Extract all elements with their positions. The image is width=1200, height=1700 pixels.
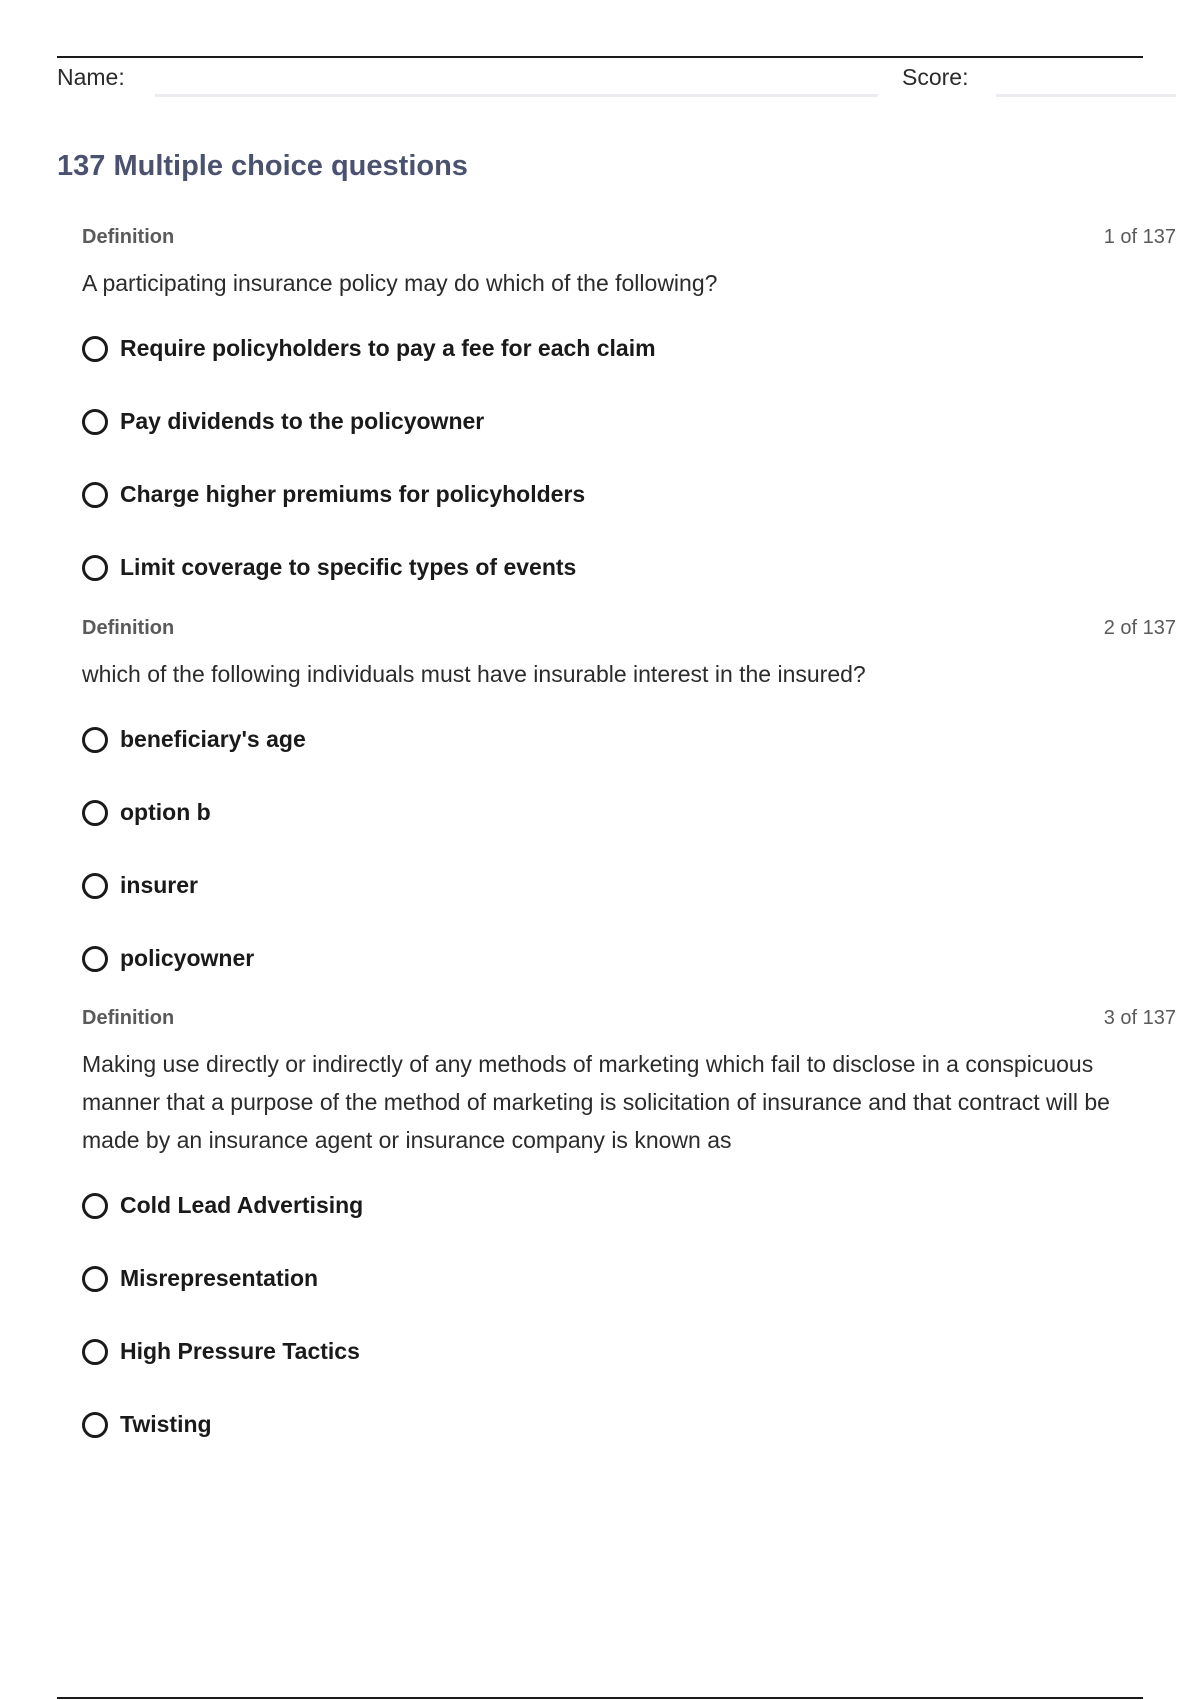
question-counter: 2 of 137 xyxy=(1103,617,1176,639)
option-2[interactable] xyxy=(82,385,1176,458)
radio-button-icon[interactable] xyxy=(82,946,108,972)
question-text: A participating insurance policy may do which of the following? xyxy=(82,270,718,296)
question-1 xyxy=(82,226,1176,604)
radio-button-icon[interactable] xyxy=(82,482,108,508)
question-2 xyxy=(82,617,1176,995)
option-label: High Pressure Tactics xyxy=(120,1338,360,1364)
option-label: Limit coverage to specific types of events xyxy=(120,554,577,580)
score-field[interactable] xyxy=(996,94,1176,97)
option-3[interactable] xyxy=(82,849,1176,922)
radio-button-icon[interactable] xyxy=(82,409,108,435)
radio-button-icon[interactable] xyxy=(82,1193,108,1219)
radio-button-icon[interactable] xyxy=(82,1266,108,1292)
options-list xyxy=(82,1169,1176,1461)
page-title: 137 Multiple choice questions xyxy=(57,150,468,182)
option-2[interactable] xyxy=(82,776,1176,849)
question-header xyxy=(82,1007,1176,1037)
option-1[interactable] xyxy=(82,1169,1176,1242)
option-4[interactable] xyxy=(82,1388,1176,1461)
question-header xyxy=(82,226,1176,256)
question-header xyxy=(82,617,1176,647)
question-kind-label: Definition xyxy=(82,226,175,248)
option-4[interactable] xyxy=(82,531,1176,604)
question-kind-label: Definition xyxy=(82,617,175,639)
radio-button-icon[interactable] xyxy=(82,873,108,899)
score-label: Score: xyxy=(902,64,969,90)
option-label: policyowner xyxy=(120,945,255,971)
question-text: which of the following individuals must have insurable interest in the insured? xyxy=(82,661,866,687)
option-label: beneficiary's age xyxy=(120,726,306,752)
option-4[interactable] xyxy=(82,922,1176,995)
option-label: Twisting xyxy=(120,1411,212,1437)
bottom-rule xyxy=(57,1697,1143,1699)
question-3 xyxy=(82,1007,1176,1461)
options-list xyxy=(82,312,1176,604)
radio-button-icon[interactable] xyxy=(82,727,108,753)
option-3[interactable] xyxy=(82,1315,1176,1388)
radio-button-icon[interactable] xyxy=(82,336,108,362)
option-label: Cold Lead Advertising xyxy=(120,1192,364,1218)
question-counter: 3 of 137 xyxy=(1103,1007,1176,1029)
question-counter: 1 of 137 xyxy=(1103,226,1176,248)
option-1[interactable] xyxy=(82,703,1176,776)
top-rule xyxy=(57,56,1143,58)
option-2[interactable] xyxy=(82,1242,1176,1315)
radio-button-icon[interactable] xyxy=(82,1412,108,1438)
radio-button-icon[interactable] xyxy=(82,800,108,826)
question-kind-label: Definition xyxy=(82,1007,175,1029)
option-label: Charge higher premiums for policyholders xyxy=(120,481,586,507)
option-label: insurer xyxy=(120,872,198,898)
option-label: Misrepresentation xyxy=(120,1265,319,1291)
option-label: option b xyxy=(120,799,211,825)
name-field[interactable] xyxy=(155,94,878,97)
option-3[interactable] xyxy=(82,458,1176,531)
options-list xyxy=(82,703,1176,995)
option-label: Require policyholders to pay a fee for each claim xyxy=(120,335,656,361)
name-label: Name: xyxy=(57,64,125,90)
question-text: Making use directly or indirectly of any methods of marketing which fail to disclose in a conspicuous manner that a purpose of the method of marketing is solicitation of insurance and that contract will be made by an insurance agent or insurance company is known as xyxy=(82,1051,1110,1153)
radio-button-icon[interactable] xyxy=(82,1339,108,1365)
option-1[interactable] xyxy=(82,312,1176,385)
radio-button-icon[interactable] xyxy=(82,555,108,581)
option-label: Pay dividends to the policyowner xyxy=(120,408,485,434)
